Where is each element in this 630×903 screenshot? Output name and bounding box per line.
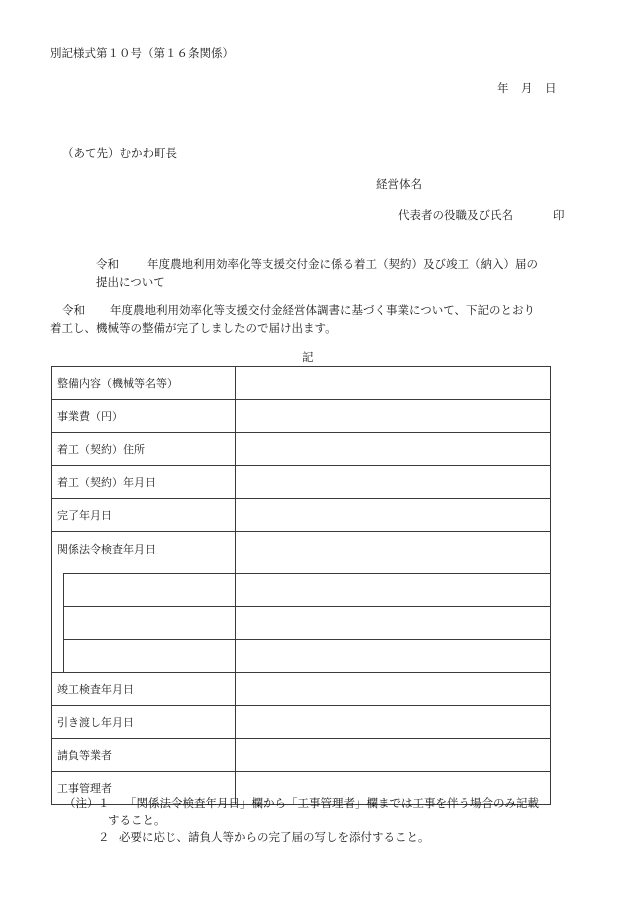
value-cell[interactable] <box>236 706 551 739</box>
note-1-line-2: すること。 <box>108 813 166 827</box>
row-label: 着工（契約）年月日 <box>52 466 236 499</box>
table-sub-row <box>52 574 551 607</box>
addressee: （あて先）むかわ町長 <box>62 146 177 160</box>
table-row <box>52 739 551 772</box>
indent-cell <box>52 640 64 673</box>
row-label: 工事管理者 <box>52 772 236 805</box>
table-row <box>52 673 551 706</box>
value-cell[interactable] <box>236 367 551 400</box>
row-label: 請負等業者 <box>52 739 236 772</box>
row-label: 竣工検査年月日 <box>52 673 236 706</box>
value-cell[interactable] <box>236 400 551 433</box>
row-label: 着工（契約）住所 <box>52 433 236 466</box>
date-month-label: 月 <box>521 81 533 95</box>
row-label: 整備内容（機械等名等） <box>52 367 236 400</box>
date-year-label: 年 <box>497 81 509 95</box>
table-row <box>52 499 551 532</box>
record-heading: 記 <box>302 350 314 364</box>
note-1-line-1: 「関係法令検査年月日」欄から「工事管理者」欄までは工事を伴う場合のみ記載 <box>125 796 539 810</box>
table-row <box>52 532 551 574</box>
form-number: 別記様式第１０号（第１６条関係） <box>50 46 234 60</box>
subject-line-1: 年度農地利用効率化等支援交付金に係る着工（契約）及び竣工（納入）届の <box>147 257 538 271</box>
table-sub-row <box>52 607 551 640</box>
seal-mark: 印 <box>553 208 565 222</box>
note-1-number: １ <box>98 796 110 810</box>
value-cell[interactable] <box>236 574 551 607</box>
table-row <box>52 706 551 739</box>
body-line-2: 着工し、機械等の整備が完了しましたので届け出ます。 <box>50 321 337 335</box>
table-row <box>52 367 551 400</box>
indent-cell <box>52 574 64 607</box>
row-label: 引き渡し年月日 <box>52 706 236 739</box>
value-cell[interactable] <box>236 466 551 499</box>
note-2-number: ２ <box>98 830 110 844</box>
table-sub-row <box>52 640 551 673</box>
value-cell[interactable] <box>236 499 551 532</box>
value-cell[interactable] <box>236 673 551 706</box>
indent-cell <box>52 607 64 640</box>
note-2-text: 必要に応じ、請負人等からの完了届の写しを添付すること。 <box>119 830 430 844</box>
business-name-label: 経営体名 <box>376 177 422 191</box>
body-line-1: 年度農地利用効率化等支援交付金経営体調書に基づく事業について、下記のとおり <box>110 303 536 317</box>
sub-label-cell[interactable] <box>64 640 236 673</box>
value-cell[interactable] <box>236 607 551 640</box>
date-day-label: 日 <box>545 81 557 95</box>
body-era: 令和 <box>62 303 85 317</box>
value-cell[interactable] <box>236 640 551 673</box>
notes-prefix: （注） <box>64 796 99 810</box>
table-row <box>52 433 551 466</box>
sub-label-cell[interactable] <box>64 574 236 607</box>
form-table <box>51 366 551 805</box>
value-cell[interactable] <box>236 433 551 466</box>
subject-era: 令和 <box>96 257 119 271</box>
value-cell[interactable] <box>236 739 551 772</box>
representative-label: 代表者の役職及び氏名 <box>398 208 513 222</box>
row-label: 関係法令検査年月日 <box>52 532 236 574</box>
value-cell[interactable] <box>236 532 551 574</box>
table-row <box>52 466 551 499</box>
row-label: 完了年月日 <box>52 499 236 532</box>
subject-line-2: 提出について <box>96 275 165 289</box>
row-label: 事業費（円） <box>52 400 236 433</box>
table-row <box>52 400 551 433</box>
sub-label-cell[interactable] <box>64 607 236 640</box>
